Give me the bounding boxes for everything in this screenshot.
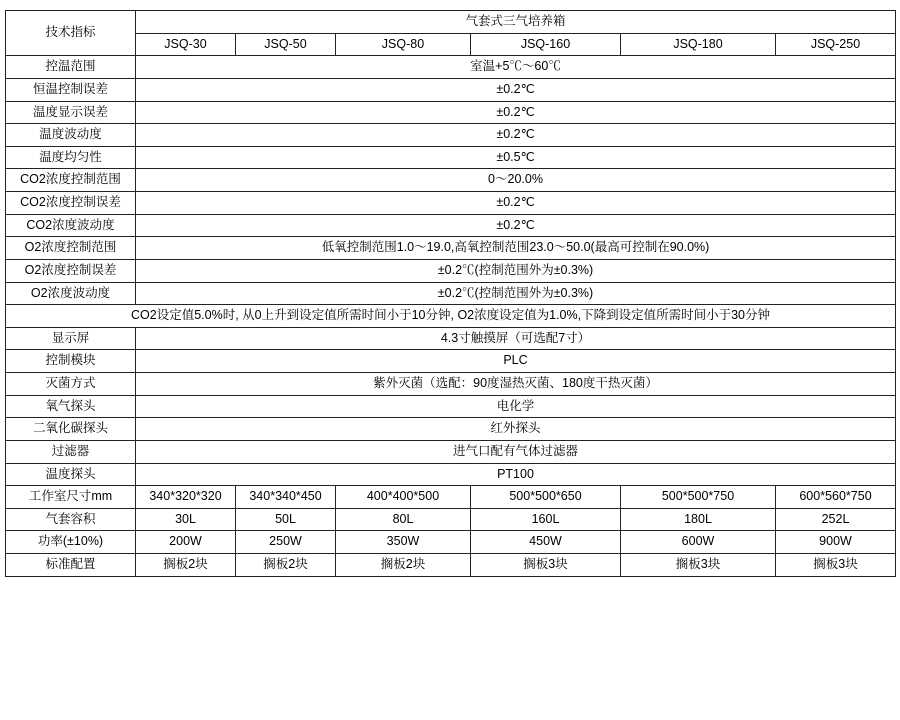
row-cell: 200W <box>136 531 236 554</box>
row-label: O2浓度控制范围 <box>6 237 136 260</box>
model-header-2: JSQ-50 <box>236 33 336 56</box>
table-row-note <box>6 305 896 328</box>
table-row <box>6 327 896 350</box>
table-row <box>6 373 896 396</box>
row-cell: 搁板3块 <box>621 554 776 577</box>
row-label: CO2浓度控制误差 <box>6 192 136 215</box>
row-cell: 500*500*750 <box>621 486 776 509</box>
table-row <box>6 418 896 441</box>
row-cell: 250W <box>236 531 336 554</box>
model-header-6: JSQ-250 <box>776 33 896 56</box>
row-label: 氧气探头 <box>6 395 136 418</box>
row-value: ±0.2℃ <box>136 214 896 237</box>
row-value: ±0.2℃ <box>136 78 896 101</box>
table-row <box>6 508 896 531</box>
table-row <box>6 440 896 463</box>
table-row <box>6 192 896 215</box>
row-cell: 600*560*750 <box>776 486 896 509</box>
row-cell: 搁板3块 <box>471 554 621 577</box>
model-header-5: JSQ-180 <box>621 33 776 56</box>
row-value: 紫外灭菌（选配：90度湿热灭菌、180度干热灭菌） <box>136 373 896 396</box>
row-value: PT100 <box>136 463 896 486</box>
table-row <box>6 146 896 169</box>
row-label: 温度波动度 <box>6 124 136 147</box>
row-label: O2浓度控制误差 <box>6 259 136 282</box>
row-cell: 30L <box>136 508 236 531</box>
row-cell: 160L <box>471 508 621 531</box>
table-row <box>6 259 896 282</box>
row-cell: 900W <box>776 531 896 554</box>
row-label: 标准配置 <box>6 554 136 577</box>
row-cell: 搁板2块 <box>236 554 336 577</box>
row-cell: 350W <box>336 531 471 554</box>
spec-label-header: 技术指标 <box>6 11 136 56</box>
row-value: ±0.2℃ <box>136 124 896 147</box>
row-cell: 50L <box>236 508 336 531</box>
row-value: 4.3寸触摸屏（可选配7寸） <box>136 327 896 350</box>
table-header-row-title <box>6 11 896 34</box>
row-label: 工作室尺寸mm <box>6 486 136 509</box>
row-value: 室温+5℃～60℃ <box>136 56 896 79</box>
row-cell: 252L <box>776 508 896 531</box>
table-row <box>6 169 896 192</box>
row-label: 控制模块 <box>6 350 136 373</box>
model-header-4: JSQ-160 <box>471 33 621 56</box>
row-label: O2浓度波动度 <box>6 282 136 305</box>
row-cell: 搁板2块 <box>136 554 236 577</box>
row-cell: 500*500*650 <box>471 486 621 509</box>
row-value: ±0.2℃(控制范围外为±0.3%) <box>136 259 896 282</box>
table-row <box>6 350 896 373</box>
row-label: 恒温控制误差 <box>6 78 136 101</box>
table-row <box>6 124 896 147</box>
row-value: ±0.2℃ <box>136 192 896 215</box>
row-cell: 搁板3块 <box>776 554 896 577</box>
row-cell: 80L <box>336 508 471 531</box>
row-label: 温度显示误差 <box>6 101 136 124</box>
row-value: 进气口配有气体过滤器 <box>136 440 896 463</box>
row-label: 过滤器 <box>6 440 136 463</box>
row-value: ±0.2℃(控制范围外为±0.3%) <box>136 282 896 305</box>
row-label: 温度探头 <box>6 463 136 486</box>
row-value: 电化学 <box>136 395 896 418</box>
row-cell: 400*400*500 <box>336 486 471 509</box>
row-label: CO2浓度控制范围 <box>6 169 136 192</box>
table-header-row-models <box>6 33 896 56</box>
row-cell: 450W <box>471 531 621 554</box>
row-cell: 搁板2块 <box>336 554 471 577</box>
table-row <box>6 395 896 418</box>
row-cell: 180L <box>621 508 776 531</box>
row-cell: 340*320*320 <box>136 486 236 509</box>
table-row <box>6 78 896 101</box>
table-row <box>6 101 896 124</box>
row-cell: 600W <box>621 531 776 554</box>
table-row <box>6 214 896 237</box>
table-row <box>6 486 896 509</box>
row-label: 温度均匀性 <box>6 146 136 169</box>
product-title-header: 气套式三气培养箱 <box>136 11 896 34</box>
model-header-3: JSQ-80 <box>336 33 471 56</box>
full-width-note: CO2设定值5.0%时, 从0上升到设定值所需时间小于10分钟, O2浓度设定值为1.0%,下降到设定值所需时间小于30分钟 <box>6 305 896 328</box>
row-label: 灭菌方式 <box>6 373 136 396</box>
row-label: 显示屏 <box>6 327 136 350</box>
row-label: 气套容积 <box>6 508 136 531</box>
model-header-1: JSQ-30 <box>136 33 236 56</box>
row-label: 控温范围 <box>6 56 136 79</box>
table-row <box>6 56 896 79</box>
table-row <box>6 531 896 554</box>
row-value: 低氧控制范围1.0～19.0,高氧控制范围23.0～50.0(最高可控制在90.0%) <box>136 237 896 260</box>
table-row <box>6 282 896 305</box>
row-label: CO2浓度波动度 <box>6 214 136 237</box>
row-value: PLC <box>136 350 896 373</box>
row-value: ±0.5℃ <box>136 146 896 169</box>
row-label: 功率(±10%) <box>6 531 136 554</box>
table-row <box>6 237 896 260</box>
table-row <box>6 554 896 577</box>
row-cell: 340*340*450 <box>236 486 336 509</box>
row-label: 二氧化碳探头 <box>6 418 136 441</box>
row-value: ±0.2℃ <box>136 101 896 124</box>
row-value: 0～20.0% <box>136 169 896 192</box>
specification-table <box>5 10 896 577</box>
row-value: 红外探头 <box>136 418 896 441</box>
table-row <box>6 463 896 486</box>
